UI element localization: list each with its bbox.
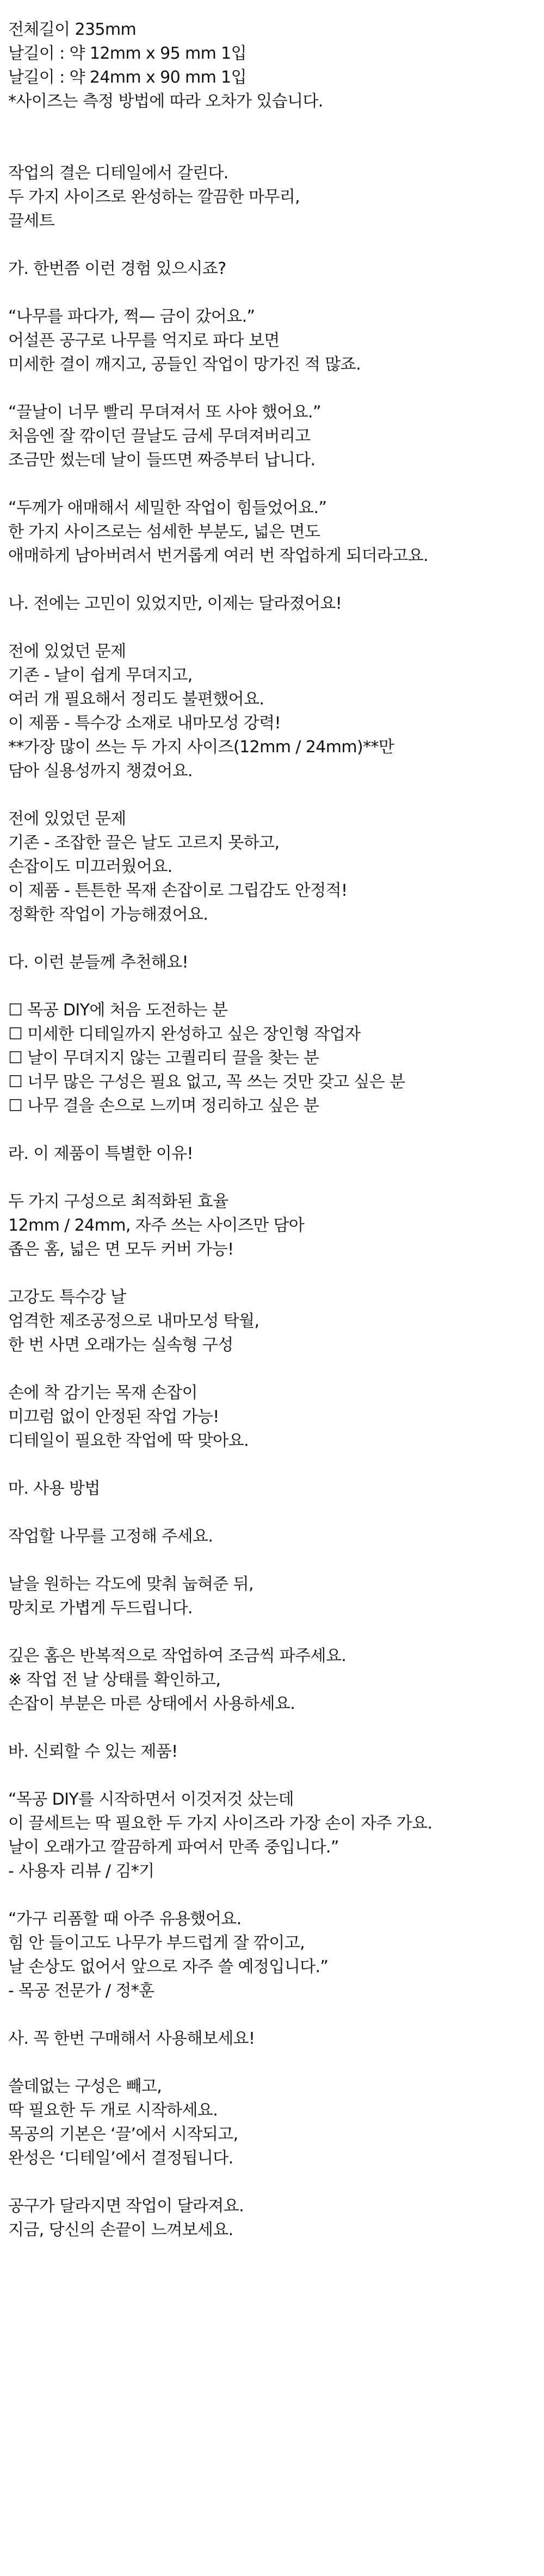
paragraph-gap [8,1549,544,1573]
text-line: 날길이 : 약 12mm x 95 mm 1입 [8,44,247,63]
paragraph-gap [8,1357,544,1381]
text-line: 12mm / 24mm, 자주 쓰는 사이즈만 담아 [8,1216,305,1235]
text-line: 작업할 나무를 고정해 주세요. [8,1527,213,1546]
text-line: 한 가지 사이즈로는 섬세한 부분도, 넓은 면도 [8,522,320,541]
text-line: 조금만 썼는데 날이 들뜨면 짜증부터 납니다. [8,451,316,470]
paragraph-gap [8,1716,544,1740]
text-line: 나. 전에는 고민이 있었지만, 이제는 달라졌어요! [8,594,342,613]
paragraph-gap [8,975,544,999]
paragraph-gap [8,2003,544,2027]
paragraph-gap [8,1620,544,1644]
text-line: **가장 많이 쓰는 두 가지 사이즈(12mm / 24mm)**만 [8,738,394,757]
section-q2 [8,401,544,472]
section-cta2 [8,2194,544,2242]
text-line: ☐ 미세한 디테일까지 완성하고 싶은 장인형 작업자 [8,1025,361,1044]
text-line: 바. 신뢰할 수 있는 제품! [8,1742,178,1761]
text-line: 처음엔 잘 깎이던 끌날도 금세 무뎌져버리고 [8,427,311,446]
paragraph-gap [8,233,544,257]
text-line: 손잡이도 미끄러웠어요. [8,857,172,876]
paragraph-gap [8,927,544,951]
paragraph-gap [8,281,544,305]
paragraph-gap [8,1118,544,1142]
section-q1 [8,305,544,377]
section-h-sa [8,2027,544,2051]
paragraph-gap [8,1166,544,1190]
section-rev2 [8,1907,544,2003]
text-line: 전에 있었던 문제 [8,809,126,828]
paragraph-gap [8,1501,544,1525]
paragraph-gap [8,472,544,496]
text-line: 미끄럼 없이 안정된 작업 가능! [8,1407,219,1426]
section-h-ba [8,1740,544,1764]
section-intro [8,161,544,233]
text-line: 목공의 기본은 ‘끌’에서 시작되고, [8,2125,238,2144]
text-line: 날길이 : 약 24mm x 90 mm 1입 [8,68,247,87]
text-line: ※ 작업 전 날 상태를 확인하고, [8,1670,221,1689]
text-line: 손잡이 부분은 마른 상태에서 사용하세요. [8,1694,295,1713]
paragraph-gap [8,1883,544,1907]
section-cta1 [8,2075,544,2170]
text-line: ☐ 목공 DIY에 처음 도전하는 분 [8,1001,228,1020]
section-r1 [8,1190,544,1262]
text-line: “가구 리폼할 때 아주 유용했어요. [8,1910,242,1929]
text-line: 기존 - 날이 쉽게 무뎌지고, [8,666,193,685]
text-line: 미세한 결이 깨지고, 공들인 작업이 망가진 적 많죠. [8,355,361,374]
paragraph-gap [8,783,544,807]
text-line: 날이 오래가고 깔끔하게 파여서 만족 중입니다.” [8,1838,339,1857]
text-line: - 사용자 리뷰 / 김*기 [8,1862,154,1881]
text-line: 정확한 작업이 가능해졌어요. [8,905,208,924]
section-cmp2 [8,807,544,927]
text-line: 이 제품 - 튼튼한 목재 손잡이로 그립감도 안정적! [8,881,348,900]
text-line: 공구가 달라지면 작업이 달라져요. [8,2197,244,2216]
section-r3 [8,1381,544,1453]
text-line: ☐ 너무 많은 구성은 필요 없고, 꼭 쓰는 것만 갖고 싶은 분 [8,1072,405,1091]
text-line: 이 끌세트는 딱 필요한 두 가지 사이즈라 가장 손이 자주 가요. [8,1814,432,1833]
section-h-na [8,592,544,616]
text-line: 두 가지 구성으로 최적화된 효율 [8,1192,228,1211]
text-line: 기존 - 조잡한 끌은 날도 고르지 못하고, [8,833,280,852]
paragraph-gap [8,114,544,161]
text-line: 좁은 홈, 넓은 면 모두 커버 가능! [8,1240,234,1259]
text-line: - 목공 전문가 / 정*훈 [8,1981,154,2000]
description-body [8,18,544,2242]
text-line: 완성은 ‘디테일’에서 결정됩니다. [8,2149,233,2168]
paragraph-gap [8,1262,544,1286]
text-line: 전에 있었던 문제 [8,642,126,661]
section-rev1 [8,1788,544,1883]
section-cmp1 [8,640,544,783]
section-r2 [8,1286,544,1357]
text-line: 가. 한번쯤 이런 경험 있으시죠? [8,259,226,278]
text-line: 딱 필요한 두 개로 시작하세요. [8,2101,218,2120]
text-line: 한 번 사면 오래가는 실속형 구성 [8,1336,233,1355]
text-line: 날을 원하는 각도에 맞춰 눕혀준 뒤, [8,1575,254,1594]
section-h-ga [8,257,544,281]
text-line: 지금, 당신의 손끝이 느껴보세요. [8,2221,233,2240]
text-line: 담아 실용성까지 챙겼어요. [8,762,193,781]
text-line: 애매하게 남아버려서 번거롭게 여러 번 작업하게 되더라고요. [8,546,429,565]
section-spec [8,18,544,114]
text-line: *사이즈는 측정 방법에 따라 오차가 있습니다. [8,92,323,111]
paragraph-gap [8,2170,544,2194]
paragraph-gap [8,377,544,401]
text-line: 날 손상도 없어서 앞으로 자주 쓸 예정입니다.” [8,1957,329,1976]
paragraph-gap [8,2051,544,2075]
paragraph-gap [8,616,544,640]
text-line: 이 제품 - 특수강 소재로 내마모성 강력! [8,714,281,733]
text-line: 손에 착 감기는 목재 손잡이 [8,1383,197,1402]
paragraph-gap [8,1764,544,1788]
text-line: “목공 DIY를 시작하면서 이것저것 샀는데 [8,1790,294,1809]
text-line: 라. 이 제품이 특별한 이유! [8,1144,193,1163]
text-line: 다. 이런 분들께 추천해요! [8,953,188,972]
section-h-da [8,951,544,975]
text-line: 마. 사용 방법 [8,1479,100,1498]
text-line: ☐ 날이 무뎌지지 않는 고퀄리티 끌을 찾는 분 [8,1049,319,1068]
text-line: 끌세트 [8,211,55,230]
section-q3 [8,496,544,568]
text-line: 두 가지 사이즈로 완성하는 깔끔한 마무리, [8,188,300,207]
section-h-ra [8,1142,544,1166]
text-line: 엄격한 제조공정으로 내마모성 탁월, [8,1312,259,1331]
section-checks [8,999,544,1118]
text-line: 작업의 결은 디테일에서 갈린다. [8,164,228,183]
section-u2 [8,1573,544,1620]
text-line: 전체길이 235mm [8,20,137,39]
section-h-ma [8,1477,544,1501]
text-line: “두께가 애매해서 세밀한 작업이 힘들었어요.” [8,498,327,517]
text-line: 힘 안 들이고도 나무가 부드럽게 잘 깎이고, [8,1933,305,1953]
text-line: ☐ 나무 결을 손으로 느끼며 정리하고 싶은 분 [8,1096,319,1115]
text-line: 여러 개 필요해서 정리도 불편했어요. [8,690,264,709]
paragraph-gap [8,1453,544,1477]
text-line: 망치로 가볍게 두드립니다. [8,1599,193,1618]
paragraph-gap [8,568,544,592]
text-line: 디테일이 필요한 작업에 딱 맞아요. [8,1431,249,1450]
text-line: 고강도 특수강 날 [8,1288,126,1307]
section-u1 [8,1525,544,1549]
text-line: “끌날이 너무 빨리 무뎌져서 또 사야 했어요.” [8,403,321,422]
text-line: 쓸데없는 구성은 빼고, [8,2077,162,2096]
text-line: 어설픈 공구로 나무를 억지로 파다 보면 [8,331,280,350]
text-line: 사. 꼭 한번 구매해서 사용해보세요! [8,2029,255,2048]
text-line: 깊은 홈은 반복적으로 작업하여 조금씩 파주세요. [8,1646,347,1666]
section-u3 [8,1644,544,1716]
text-line: “나무를 파다가, 쩍— 금이 갔어요.” [8,307,255,326]
